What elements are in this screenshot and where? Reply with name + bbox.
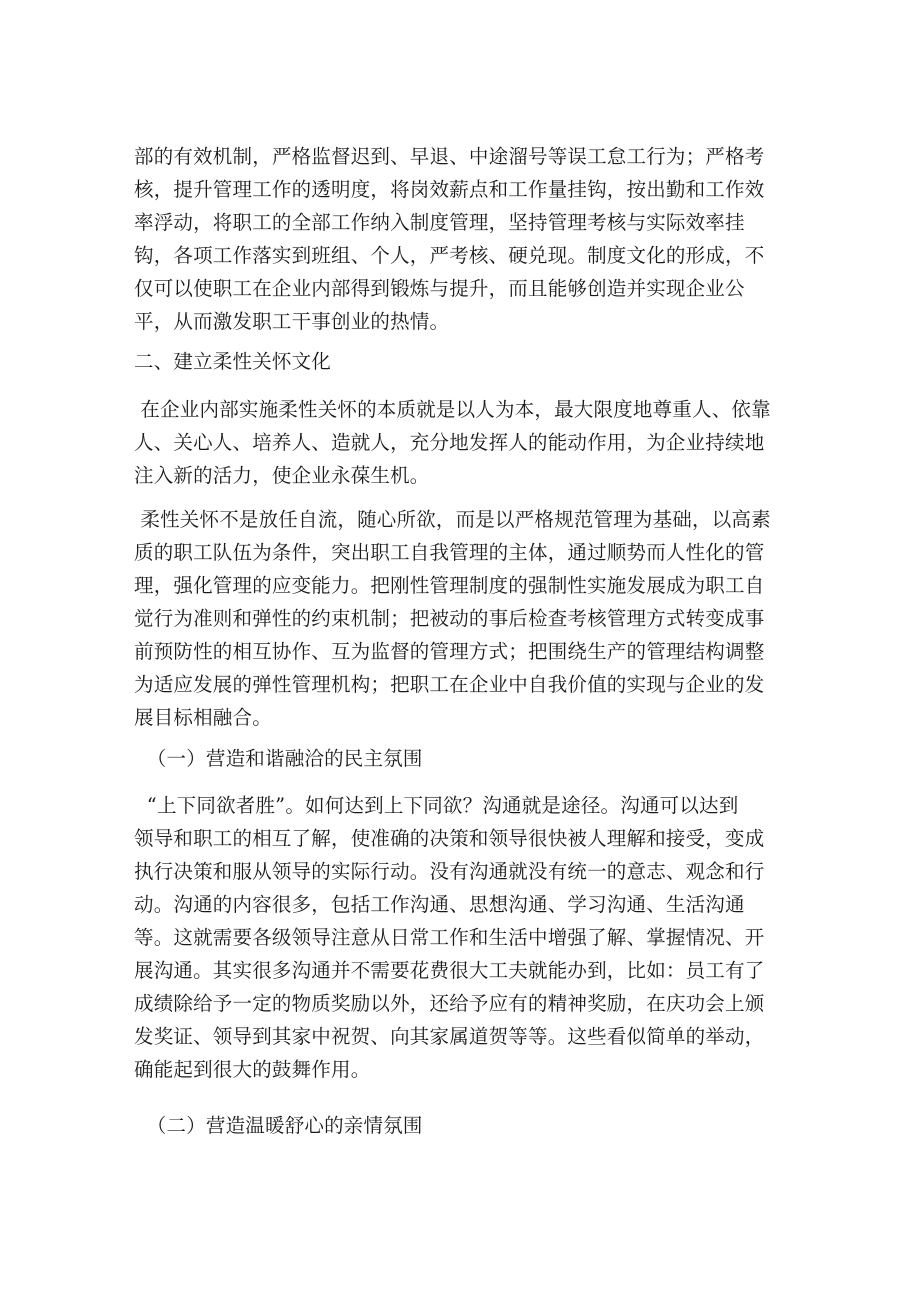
text-line: 成绩除给予一定的物质奖励以外，还给予应有的精神奖励，在庆功会上颁 bbox=[134, 992, 765, 1015]
subsection-heading-text: （二）营造温暖舒心的亲情氛围 bbox=[134, 1114, 423, 1137]
text-line: 等。这就需要各级领导注意从日常工作和生活中增强了解、掌握情况、开 bbox=[134, 926, 765, 949]
text-line: 率浮动，将职工的全部工作纳入制度管理，坚持管理考核与实际效率挂 bbox=[134, 211, 745, 234]
section-heading bbox=[134, 345, 794, 378]
paragraph-institutional-culture bbox=[134, 140, 794, 338]
text-line: 部的有效机制，严格监督迟到、早退、中途溜号等误工怠工行为；严格考 bbox=[134, 145, 765, 168]
section-heading-text: 二、建立柔性关怀文化 bbox=[134, 350, 332, 373]
text-line: 注入新的活力，使企业永葆生机。 bbox=[134, 464, 430, 487]
text-line: 为适应发展的弹性管理机构；把职工在企业中自我价值的实现与企业的发 bbox=[134, 673, 765, 696]
subsection-heading bbox=[134, 742, 794, 775]
text-line: 觉行为准则和弹性的约束机制；把被动的事后检查考核管理方式转变成事 bbox=[134, 607, 765, 630]
subsection-heading bbox=[134, 1109, 794, 1142]
text-line: 仅可以使职工在企业内部得到锻炼与提升，而且能够创造并实现企业公 bbox=[134, 277, 745, 300]
text-line: 柔性关怀不是放任自流，随心所欲，而是以严格规范管理为基础，以高素 bbox=[134, 508, 771, 531]
text-line: 人、关心人、培养人、造就人，充分地发挥人的能动作用，为企业持续地 bbox=[134, 431, 765, 454]
text-line: 发奖证、领导到其家中祝贺、向其家属道贺等等。这些看似简单的举动， bbox=[134, 1025, 765, 1048]
text-line: 动。沟通的内容很多，包括工作沟通、思想沟通、学习沟通、生活沟通 bbox=[134, 893, 745, 916]
paragraph-flexible-care-essence bbox=[134, 393, 794, 492]
text-line: 质的职工队伍为条件，突出职工自我管理的主体，通过顺势而人性化的管 bbox=[134, 541, 765, 564]
text-line: “上下同欲者胜”。如何达到上下同欲？沟通就是途径。沟通可以达到 bbox=[134, 794, 739, 817]
text-line: 前预防性的相互协作、互为监督的管理方式；把围绕生产的管理结构调整 bbox=[134, 640, 765, 663]
text-line: 领导和职工的相互了解，使准确的决策和领导很快被人理解和接受，变成 bbox=[134, 827, 765, 850]
text-line: 钩，各项工作落实到班组、个人，严考核、硬兑现。制度文化的形成，不 bbox=[134, 244, 765, 267]
subsection-heading-text: （一）营造和谐融洽的民主氛围 bbox=[134, 747, 423, 770]
text-line: 展目标相融合。 bbox=[134, 706, 272, 729]
text-line: 展沟通。其实很多沟通并不需要花费很大工夫就能办到，比如：员工有了 bbox=[134, 959, 765, 982]
text-line: 核，提升管理工作的透明度，将岗效薪点和工作量挂钩，按出勤和工作效 bbox=[134, 178, 765, 201]
text-line: 平，从而激发职工干事创业的热情。 bbox=[134, 310, 450, 333]
text-line: 在企业内部实施柔性关怀的本质就是以人为本，最大限度地尊重人、依靠 bbox=[134, 398, 771, 421]
text-line: 确能起到很大的鼓舞作用。 bbox=[134, 1058, 371, 1081]
paragraph-communication bbox=[134, 789, 794, 1086]
paragraph-flexible-care-definition bbox=[134, 503, 794, 734]
text-line: 执行决策和服从领导的实际行动。没有沟通就没有统一的意志、观念和行 bbox=[134, 860, 765, 883]
text-line: 理，强化管理的应变能力。把刚性管理制度的强制性实施发展成为职工自 bbox=[134, 574, 765, 597]
